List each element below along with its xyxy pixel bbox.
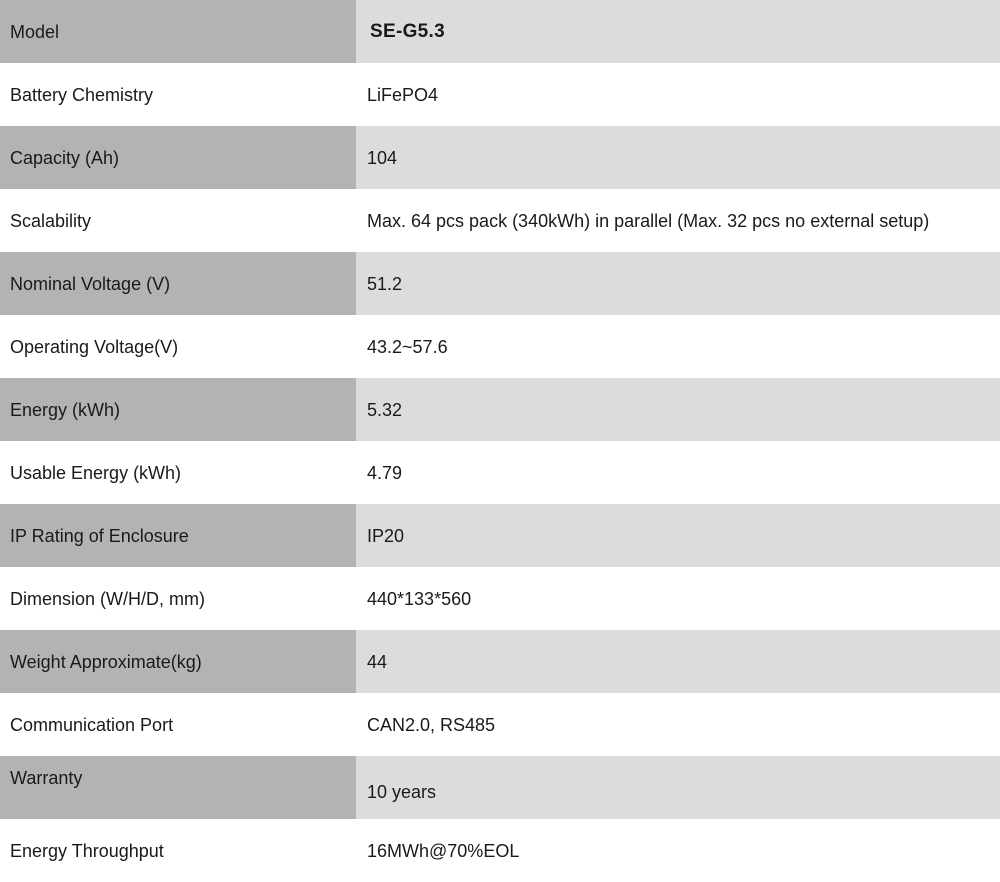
spec-value: 5.32 xyxy=(356,378,1000,441)
spec-label: Capacity (Ah) xyxy=(0,126,356,189)
spec-value: 104 xyxy=(356,126,1000,189)
table-row xyxy=(0,378,1000,441)
spec-value: 16MWh@70%EOL xyxy=(356,819,1000,882)
spec-label: IP Rating of Enclosure xyxy=(0,504,356,567)
spec-label: Energy Throughput xyxy=(0,819,356,882)
model-value: SE-G5.3 xyxy=(356,0,1000,63)
model-label: Model xyxy=(0,0,356,63)
table-row-warranty xyxy=(0,756,1000,819)
table-row xyxy=(0,504,1000,567)
table-row xyxy=(0,126,1000,189)
spec-value: LiFePO4 xyxy=(356,63,1000,126)
spec-value: Max. 64 pcs pack (340kWh) in parallel (Max. 32 pcs no external setup) xyxy=(356,189,1000,252)
table-row xyxy=(0,630,1000,693)
spec-value: 10 years xyxy=(356,756,1000,819)
spec-label: Communication Port xyxy=(0,693,356,756)
spec-value: IP20 xyxy=(356,504,1000,567)
table-row xyxy=(0,315,1000,378)
spec-label: Scalability xyxy=(0,189,356,252)
spec-value: CAN2.0, RS485 xyxy=(356,693,1000,756)
spec-label: Operating Voltage(V) xyxy=(0,315,356,378)
spec-value: 440*133*560 xyxy=(356,567,1000,630)
spec-label: Weight Approximate(kg) xyxy=(0,630,356,693)
table-row-model xyxy=(0,0,1000,63)
table-row xyxy=(0,441,1000,504)
spec-label: Dimension (W/H/D, mm) xyxy=(0,567,356,630)
spec-label: Energy (kWh) xyxy=(0,378,356,441)
spec-value: 43.2~57.6 xyxy=(356,315,1000,378)
spec-label: Usable Energy (kWh) xyxy=(0,441,356,504)
spec-value: 4.79 xyxy=(356,441,1000,504)
table-row xyxy=(0,567,1000,630)
table-row xyxy=(0,819,1000,882)
spec-value: 44 xyxy=(356,630,1000,693)
table-row xyxy=(0,189,1000,252)
table-row xyxy=(0,63,1000,126)
spec-label: Battery Chemistry xyxy=(0,63,356,126)
spec-label: Nominal Voltage (V) xyxy=(0,252,356,315)
spec-label: Warranty xyxy=(0,756,356,819)
spec-value: 51.2 xyxy=(356,252,1000,315)
table-row xyxy=(0,252,1000,315)
table-row xyxy=(0,693,1000,756)
